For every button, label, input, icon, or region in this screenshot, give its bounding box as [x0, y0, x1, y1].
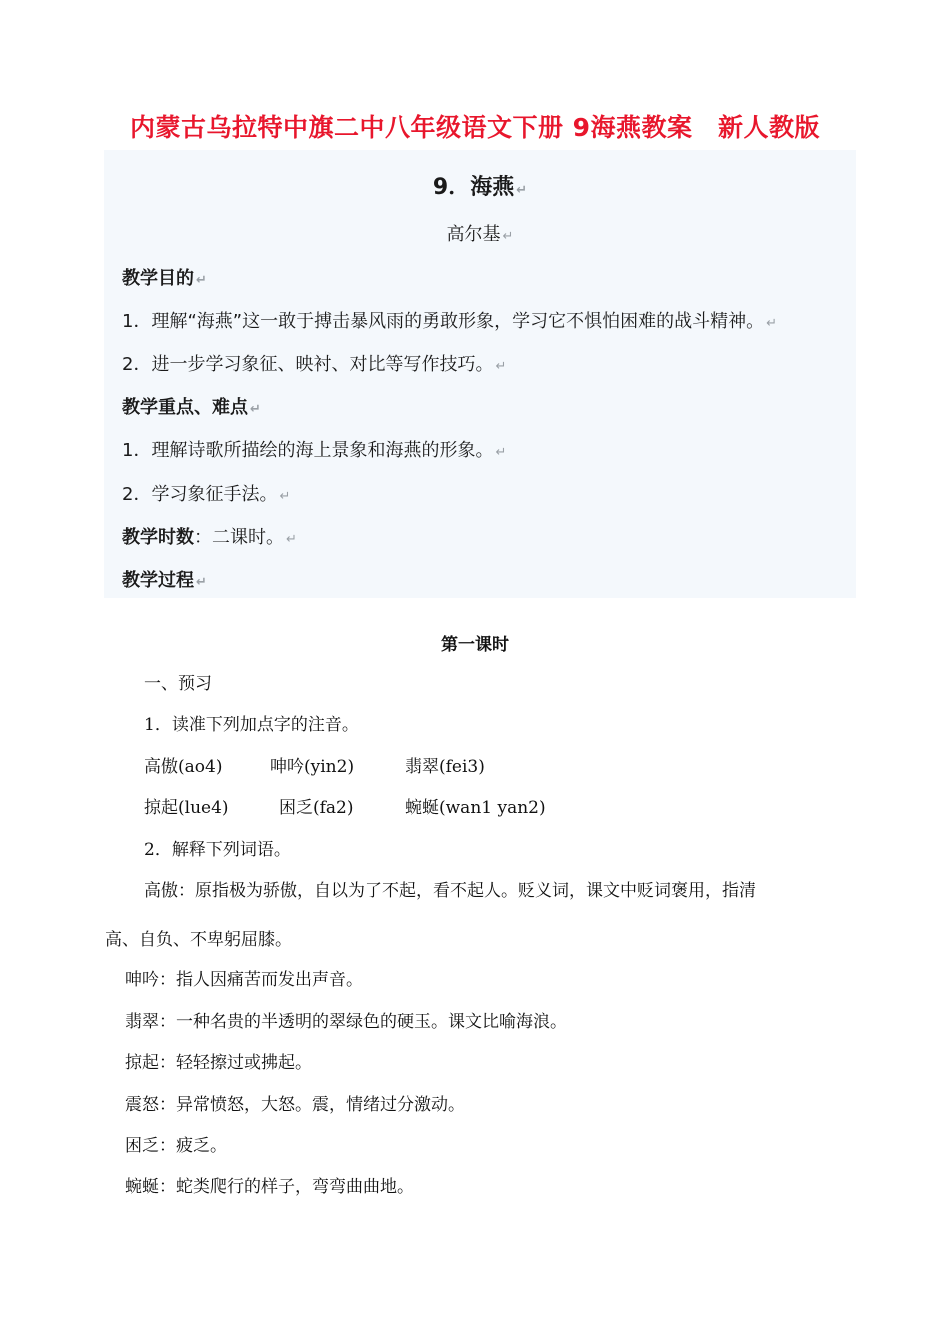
- key-point-2: 2．学习象征手法。 ↵: [122, 484, 291, 505]
- definition-gaoao-line-2: 高、自负、不卑躬屈膝。: [105, 930, 292, 950]
- lesson-title: 第一课时: [441, 635, 509, 655]
- lesson-heading: 9．海燕 ↵: [432, 175, 528, 200]
- pronunciation-row-2: [144, 793, 546, 818]
- pron-item: 翡翠(fei3): [405, 757, 485, 777]
- document-title: 内蒙古乌拉特中旗二中八年级语文下册 9海燕教案 新人教版: [129, 113, 821, 142]
- key-points-label: 教学重点、难点 ↵: [122, 397, 261, 418]
- definition-lueqi: 掠起：轻轻擦过或拂起。: [125, 1053, 312, 1073]
- process-label: 教学过程 ↵: [122, 570, 207, 591]
- pron-item: 困乏(fa2): [279, 798, 354, 818]
- section-preview: 一、预习: [144, 674, 212, 694]
- pron-item: 高傲(ao4): [144, 757, 223, 777]
- task-definitions: 2．解释下列词语。: [144, 840, 291, 860]
- goals-label: 教学目的 ↵: [122, 268, 207, 289]
- definition-gaoao-line-1: 高傲：原指极为骄傲，自以为了不起，看不起人。贬义词，课文中贬词褒用，指清: [144, 881, 756, 901]
- key-point-1: 1．理解诗歌所描绘的海上景象和海燕的形象。 ↵: [122, 440, 507, 461]
- definition-wanyan: 蜿蜒：蛇类爬行的样子，弯弯曲曲地。: [125, 1177, 414, 1197]
- task-pronunciation: 1．读准下列加点字的注音。: [144, 715, 359, 735]
- pronunciation-row-1: [144, 752, 485, 777]
- definition-shenyin: 呻吟：指人因痛苦而发出声音。: [125, 970, 363, 990]
- author: 高尔基 ↵: [446, 224, 514, 245]
- teaching-hours: 教学时数：二课时。 ↵: [122, 527, 297, 548]
- definition-feicui: 翡翠：一种名贵的半透明的翠绿色的硬玉。课文比喻海浪。: [125, 1012, 567, 1032]
- scanned-lesson-header: [104, 150, 856, 598]
- goal-1: 1．理解“海燕”这一敢于搏击暴风雨的勇敢形象，学习它不惧怕困难的战斗精神。 ↵: [122, 311, 778, 332]
- definition-kunfa: 困乏：疲乏。: [125, 1136, 227, 1156]
- pron-item: 蜿蜒(wan1 yan2): [405, 798, 546, 818]
- pron-item: 掠起(lue4): [144, 798, 229, 818]
- goal-2: 2．进一步学习象征、映衬、对比等写作技巧。 ↵: [122, 354, 507, 375]
- pron-item: 呻吟(yin2): [270, 757, 355, 777]
- definition-zhennu: 震怒：异常愤怒，大怒。震，情绪过分激动。: [125, 1095, 465, 1115]
